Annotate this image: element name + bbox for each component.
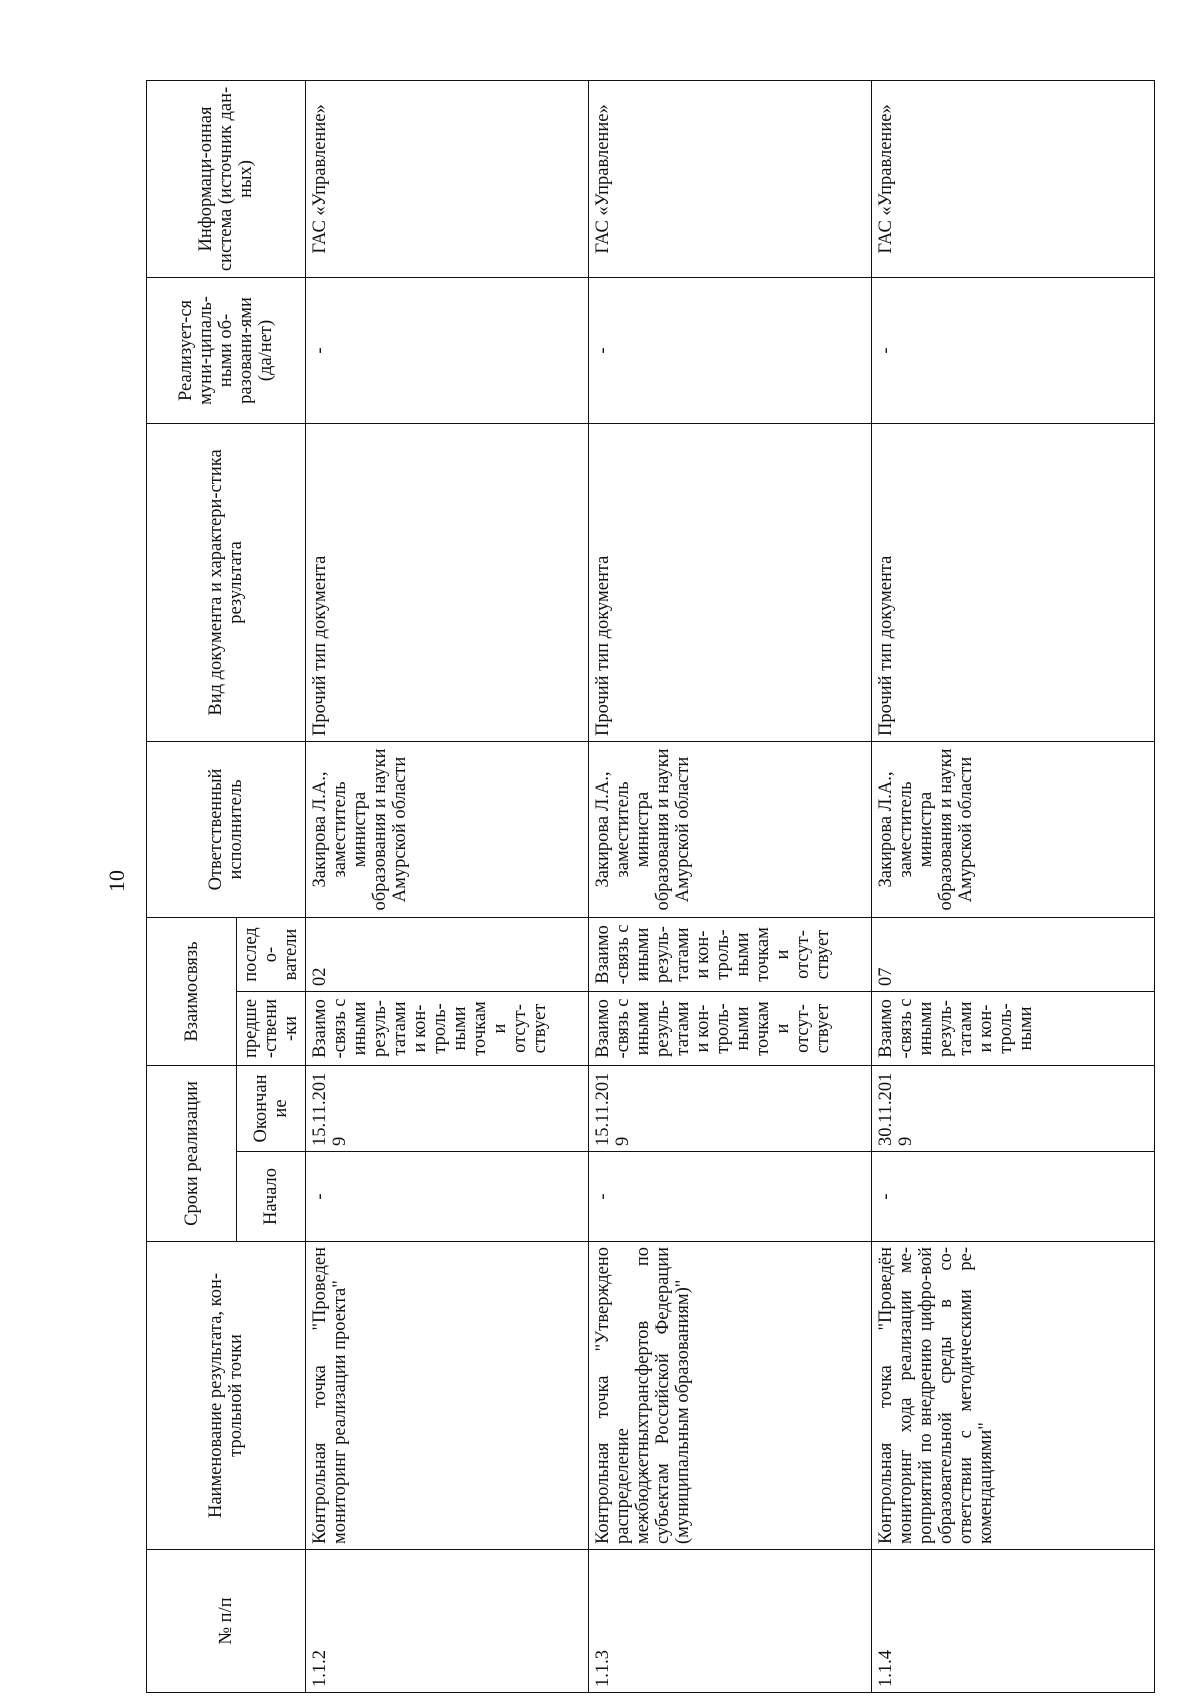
header-name: Наименование результата, кон-трольной точки: [147, 1242, 306, 1550]
project-plan-table: [146, 80, 1155, 1693]
table-row: [306, 80, 589, 1692]
header-successors: последо-ватели: [237, 917, 306, 991]
cell-end: 15.11.2019: [306, 1066, 589, 1152]
cell-doc-type: Прочий тип документа: [589, 423, 872, 741]
cell-name: Контрольная точка "Проведен мониторинг реализации проекта": [306, 1242, 589, 1550]
cell-info-system: ГАС «Управление»: [589, 80, 872, 277]
cell-successors: 02: [306, 917, 589, 991]
header-terms: Сроки реализации: [147, 1066, 237, 1242]
cell-municipal: -: [872, 277, 1155, 423]
cell-responsible: Закирова Л.А., заместитель министра образования и науки Амурской области: [872, 741, 1155, 917]
header-responsible: Ответственный исполнитель: [147, 741, 306, 917]
cell-predecessors: Взаимо-связь с иными резуль-татами и кон-троль-ными точками отсут-ствует: [306, 992, 589, 1066]
header-doc-type: Вид документа и характери-стика результата: [147, 423, 306, 741]
cell-doc-type: Прочий тип документа: [306, 423, 589, 741]
cell-num: 1.1.2: [306, 1550, 589, 1693]
header-municipal: Реализует-ся муни-ципаль-ными об-разовани-ями (да/нет): [147, 277, 306, 423]
cell-start: -: [872, 1152, 1155, 1242]
header-info-system: Информаци-онная система (источник дан-ных): [147, 80, 306, 277]
header-end: Окончание: [237, 1066, 306, 1152]
cell-num: 1.1.3: [589, 1550, 872, 1693]
header-num: № п/п: [147, 1550, 306, 1693]
cell-info-system: ГАС «Управление»: [306, 80, 589, 277]
cell-start: -: [306, 1152, 589, 1242]
header-start: Начало: [237, 1152, 306, 1242]
header-relation: Взаимосвязь: [147, 917, 237, 1065]
table-row: [872, 80, 1155, 1692]
cell-name: Контрольная точка "Проведён мониторинг хода реализации ме-роприятий по внедрению цифро-вой образовательной среды в со-ответствии с методическими ре-комендациями": [872, 1242, 1155, 1550]
header-predecessors: предше-ствени-ки: [237, 992, 306, 1066]
cell-municipal: -: [306, 277, 589, 423]
cell-start: -: [589, 1152, 872, 1242]
cell-predecessors: Взаимо-связь с иными резуль-татами и кон-троль-ными точками отсут-ствует: [589, 992, 872, 1066]
header-row-1: [147, 80, 237, 1692]
cell-num: 1.1.4: [872, 1550, 1155, 1693]
cell-doc-type: Прочий тип документа: [872, 423, 1155, 741]
cell-predecessors: Взаимо-связь с иными резуль-татами и кон-троль-ными: [872, 992, 1155, 1066]
cell-municipal: -: [589, 277, 872, 423]
cell-info-system: ГАС «Управление»: [872, 80, 1155, 277]
rotated-table-wrapper: [146, 81, 1151, 1693]
table-row: [589, 80, 872, 1692]
cell-responsible: Закирова Л.А., заместитель министра образования и науки Амурской области: [306, 741, 589, 917]
page-number: 10: [104, 870, 129, 892]
cell-name: Контрольная точка "Утверждено распределение межбюджетныхтрансфертов по субъектам Российской Федерации (муниципальным образованиям)": [589, 1242, 872, 1550]
cell-end: 15.11.2019: [589, 1066, 872, 1152]
cell-responsible: Закирова Л.А., заместитель министра образования и науки Амурской области: [589, 741, 872, 917]
cell-end: 30.11.2019: [872, 1066, 1155, 1152]
cell-successors: Взаимо-связь с иными резуль-татами и кон-троль-ными точками отсут-ствует: [589, 917, 872, 991]
cell-successors: 07: [872, 917, 1155, 991]
